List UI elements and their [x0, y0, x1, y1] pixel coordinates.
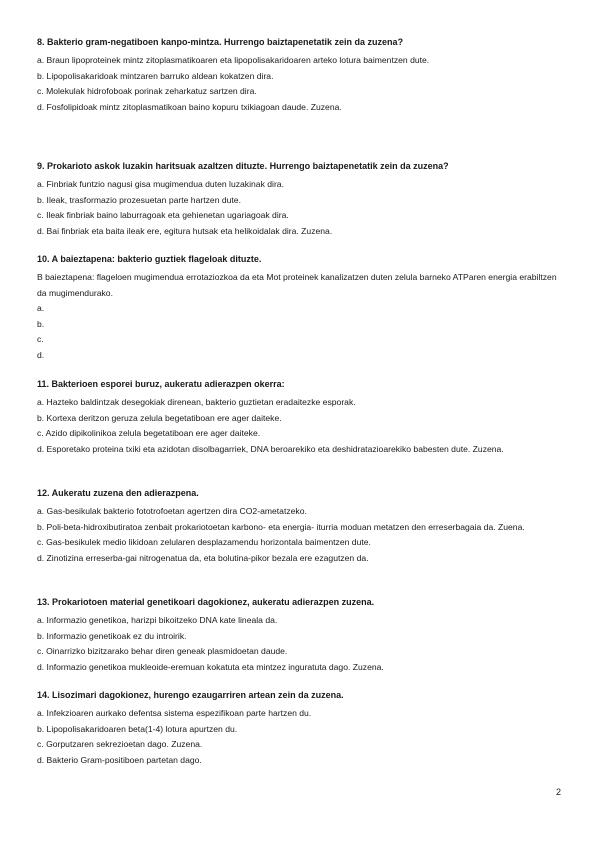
answer-option-c: c. [37, 334, 44, 345]
question-12 [37, 487, 567, 566]
answer-option-a: a. Braun lipoproteinek mintz zitoplasmatikoaren eta lipopolisakaridoaren arteko lotura baimentzen dute. [37, 55, 430, 65]
statement-b: B baieztapena: flageloen mugimendua errotaziozkoa da eta Mot proteinek kanalizatzen duten zelula barneko ATParen energia erabiltzen da mugimendurako. [37, 272, 557, 298]
question-title: 13. Prokariotoen material genetikoari dagokionez, aukeratu adierazpen zuzena. [37, 597, 375, 607]
question-14 [37, 689, 567, 768]
answer-option-a: a. Gas-besikulak bakterio fototrofoetan agertzen dira CO2-ametatzeko. [37, 506, 307, 516]
answer-option-b: b. Ileak, trasformazio prozesuetan parte hartzen dute. [37, 194, 241, 205]
answer-option-d: d. Informazio genetikoa mukleoide-eremuan kokatuta eta mintzez inguratuta dago. Zuzena. [37, 661, 384, 672]
question-title: 14. Lisozimari dagokionez, hurengo ezaugarriren artean zein da zuzena. [37, 690, 344, 700]
answer-option-c: c. Molekulak hidrofoboak porinak zeharkatuz sartzen dira. [37, 86, 257, 97]
answer-option-d: d. Esporetako proteina txiki eta azidotan disolbagarriek, DNA beroarekiko eta deshidratazioarekiko babesten dute. Zuzena. [37, 443, 504, 454]
answer-option-b: b. Poli-beta-hidroxibutiratoa zenbait prokariotoetan karbono- eta energia- iturria moduan metatzen den erreserbagaia da. Zuena. [37, 521, 525, 532]
answer-option-b: b. [37, 318, 45, 329]
answer-option-c: c. Azido dipikolinikoa zelula begetatiboan ere ager daiteke. [37, 428, 261, 439]
question-10 [37, 253, 567, 364]
question-title: 12. Aukeratu zuzena den adierazpena. [37, 488, 199, 498]
answer-option-b: b. Kortexa deritzon geruza zelula begetatiboan ere ager daiteke. [37, 412, 282, 423]
answer-option-c: c. Oinarrizko bizitzarako behar diren geneak plasmidoetan daude. [37, 646, 288, 657]
answer-option-d: d. Bakterio Gram-positiboen partetan dago. [37, 754, 202, 765]
answer-option-a: a. Finbriak funtzio nagusi gisa mugimendua duten luzakinak dira. [37, 179, 284, 189]
answer-option-d: d. [37, 349, 45, 360]
question-11 [37, 378, 567, 457]
answer-option-c: c. Ileak finbriak baino laburragoak eta gehienetan ugariagoak dira. [37, 210, 289, 221]
page-number: 2 [556, 787, 562, 797]
answer-option-a: a. [37, 303, 45, 314]
answer-option-b: b. Lipopolisakaridoaren beta(1-4) lotura apurtzen du. [37, 723, 238, 734]
answer-option-b: b. Informazio genetikoak ez du introirik. [37, 630, 187, 641]
answer-option-a: a. Informazio genetikoa, harizpi bikoitzeko DNA kate lineala da. [37, 615, 278, 625]
answer-option-c: c. Gas-besikulek medio likidoan zelularen desplazamendu horizontala baimentzen dute. [37, 537, 371, 548]
question-8 [37, 36, 567, 115]
answer-option-b: b. Lipopolisakaridoak mintzaren barruko aldean kokatzen dira. [37, 70, 274, 81]
question-title: 8. Bakterio gram-negatiboen kanpo-mintza. Hurrengo baiztapenetatik zein da zuzena? [37, 37, 404, 47]
question-title: 10. A baieztapena: bakterio guztiek flageloak dituzte. [37, 254, 262, 264]
answer-option-d: d. Fosfolipidoak mintz zitoplasmatikoan baino kopuru txikiagoan daude. Zuzena. [37, 101, 342, 112]
answer-option-d: d. Zinotizina erreserba-gai nitrogenatua da, eta bolutina-pikor bezala ere ezagutzen da. [37, 552, 369, 563]
answer-option-c: c. Gorputzaren sekrezioetan dago. Zuzena. [37, 739, 203, 750]
question-title: 11. Bakterioen esporei buruz, aukeratu adierazpen okerra: [37, 379, 285, 389]
answer-option-d: d. Bai finbriak eta baita ileak ere, egitura hutsak eta helikoidalak dira. Zuzena. [37, 225, 333, 236]
answer-option-a: a. Hazteko baldintzak desegokiak direnean, bakterio guztietan eradaitezke esporak. [37, 397, 356, 407]
question-9 [37, 160, 567, 239]
question-title: 9. Prokarioto askok luzakin haritsuak azaltzen dituzte. Hurrengo baiztapenetatik zein da zuzena? [37, 161, 449, 171]
question-13 [37, 596, 567, 675]
answer-option-a: a. Infekzioaren aurkako defentsa sistema espezifikoan parte hartzen du. [37, 708, 312, 718]
